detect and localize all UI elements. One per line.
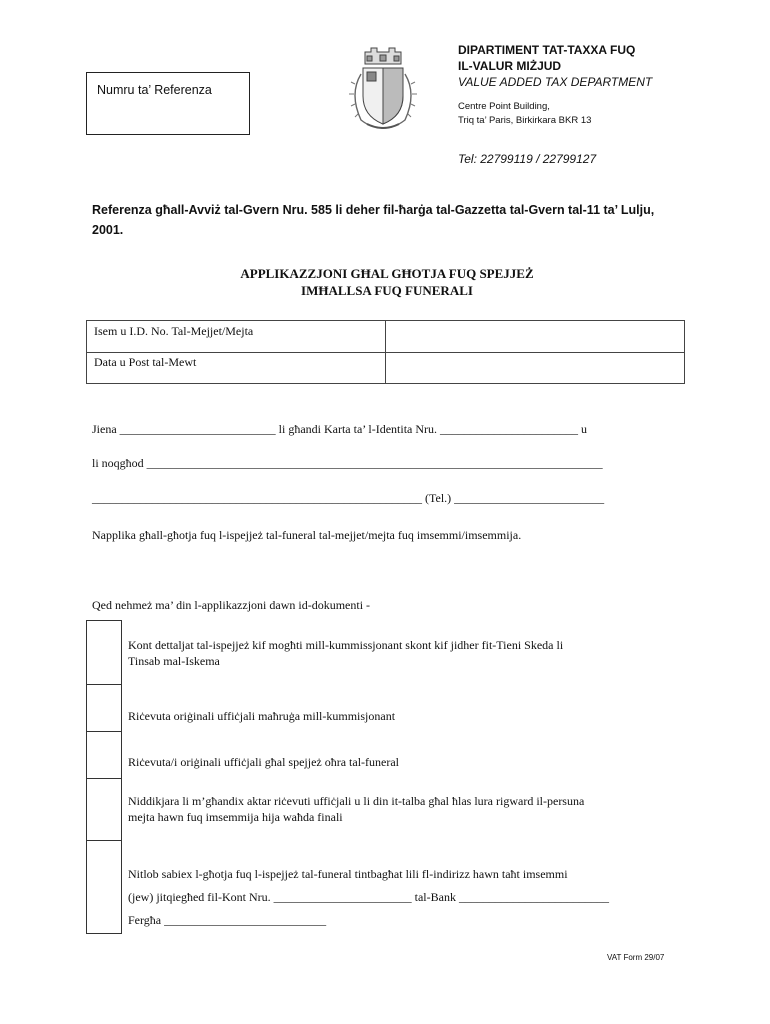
declaration-application-statement: Napplika għall-għotja fuq l-ispejjeż tal-funeral tal-mejjet/mejta fuq imsemmi/imsemmija. (92, 528, 522, 542)
reference-number-label: Numru ta’ Referenza (97, 83, 212, 97)
form-title-line1: APPLIKAZZJONI GĦAL GĦOTJA FUQ SPEJJEŻ (240, 266, 534, 281)
checklist-item-final-claim-declaration: Niddikjara li m’għandix aktar riċevuti uffiċjali u li din it-talba għal ħlas lura rigward il-persuna mejta hawn fuq imsemmija hija waħda finali (128, 794, 585, 824)
death-date-place-row (87, 352, 684, 383)
checkbox-itemised-account[interactable] (86, 620, 122, 684)
checklist-item-itemised-account: Kont dettaljat tal-ispejjeż kif mogħti mill-kummissjonant skont kif jidher fit-Tieni Skeda li Tinsab mal-Iskema (128, 638, 564, 668)
checkbox-official-receipt[interactable] (86, 684, 122, 731)
bank-account-line[interactable]: (jew) jitqiegħed fil-Kont Nru. _______________________ tal-Bank _________________________ (128, 890, 609, 904)
declaration-line-name-id[interactable]: Jiena __________________________ li għandi Karta ta’ l-Identita Nru. _______________________ u (92, 422, 588, 436)
department-name-line2: IL-VALUR MIŻJUD (458, 59, 562, 73)
checklist-item-other-receipts: Riċevuta/i oriġinali uffiċjali għal spejjeż oħra tal-funeral (128, 755, 400, 769)
checkbox-other-receipts[interactable] (86, 731, 122, 778)
death-date-place-field[interactable] (387, 355, 680, 377)
form-code-footer: VAT Form 29/07 (607, 953, 665, 962)
department-address-line2: Triq ta’ Paris, Birkirkara BKR 13 (458, 115, 592, 126)
department-name-english: VALUE ADDED TAX DEPARTMENT (458, 75, 653, 89)
declaration-line-address[interactable]: li noqgħod ____________________________________________________________________________ (92, 456, 603, 470)
department-name-line1: DIPARTIMENT TAT-TAXXA FUQ (458, 43, 636, 57)
gazette-reference-notice: Referenza għall-Avviż tal-Gvern Nru. 585 li deher fil-ħarġa tal-Gazzetta tal-Gvern tal-11 ta’ Lulju, 2001. (92, 203, 655, 237)
deceased-info-table (86, 320, 685, 384)
deceased-name-id-row (87, 321, 684, 353)
department-header (458, 42, 652, 128)
death-date-place-label: Data u Post tal-Mewt (94, 355, 197, 369)
department-address-line1: Centre Point Building, (458, 101, 550, 112)
declaration-line-tel[interactable]: _______________________________________________________ (Tel.) _________________________ (92, 491, 605, 505)
checkbox-payment-request[interactable] (86, 840, 122, 934)
documents-intro: Qed nehmeż ma’ din l-applikazzjoni dawn id-dokumenti - (92, 598, 371, 612)
form-title-line2: IMĦALLSA FUQ FUNERALI (301, 283, 473, 298)
department-telephone: Tel: 22799119 / 22799127 (458, 152, 597, 166)
deceased-name-id-field[interactable] (387, 324, 680, 346)
checkbox-final-claim-declaration[interactable] (86, 778, 122, 840)
bank-branch-line[interactable]: Fergħa ___________________________ (128, 913, 327, 927)
deceased-name-id-label: Isem u I.D. No. Tal-Mejjet/Mejta (94, 324, 254, 338)
form-title (92, 265, 682, 299)
checklist-item-payment-request: Nitlob sabiex l-għotja fuq l-ispejjeż tal-funeral tintbagħat lili fl-indirizz hawn taħt imsemmi (jew) jitqiegħed fil-Kont Nru. _______________________ tal-Bank _________________________ Fergħa ___________________________ (128, 863, 683, 932)
coat-of-arms-logo (343, 44, 423, 132)
documents-checklist (86, 620, 686, 934)
checklist-item-official-receipt: Riċevuta oriġinali uffiċjali maħruġa mill-kummisjonant (128, 709, 396, 723)
reference-number-box[interactable] (86, 72, 250, 135)
